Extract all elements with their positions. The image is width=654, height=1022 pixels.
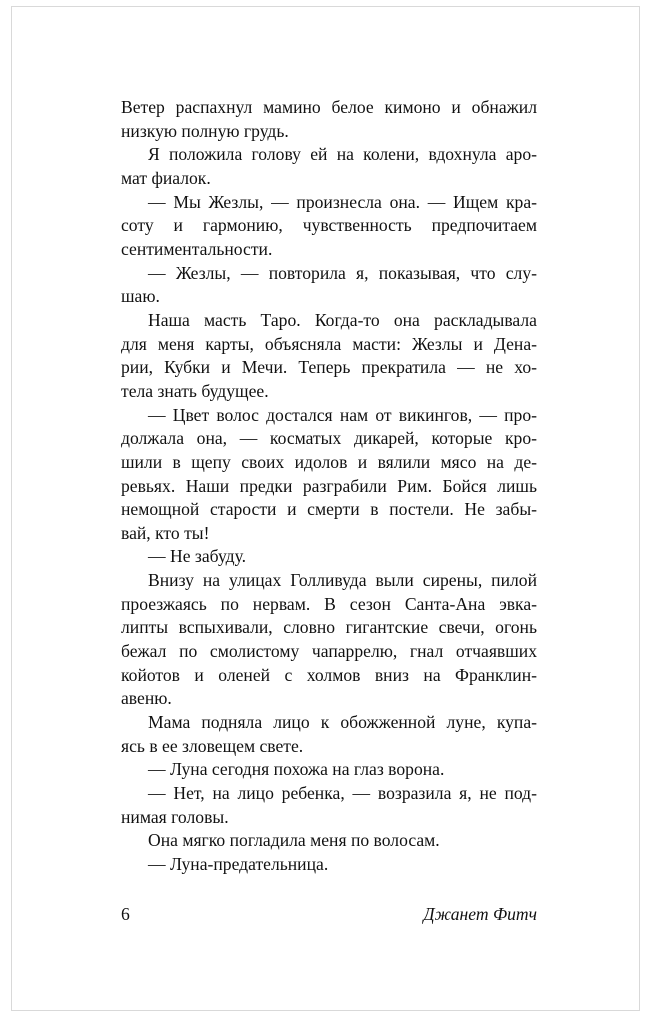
- text-line: сентиментальности.: [121, 238, 273, 259]
- text-line: — Нет, на лицо ребенка, — возразила я, не под-: [148, 783, 537, 804]
- text-line: для меня карты, объясняла масти: Жезлы и Дена-: [121, 333, 537, 354]
- text-line: — Цвет волос достался нам от викингов, — про-: [148, 404, 537, 425]
- text-line: липты вспыхивали, словно гигантские свечи, огонь: [121, 617, 537, 638]
- text-line: мат фиалок.: [121, 167, 211, 188]
- text-line: Наша масть Таро. Когда-то она раскладывала: [148, 309, 537, 330]
- text-line: должала она, — косматых дикарей, которые кро-: [121, 428, 537, 449]
- text-line: тела знать будущее.: [121, 380, 269, 401]
- text-line: Внизу на улицах Голливуда выли сирены, пилой: [148, 570, 537, 591]
- text-line: проезжаясь по нервам. В сезон Санта-Ана эвка-: [121, 593, 537, 614]
- running-footer-author: Джанет Фитч: [423, 904, 537, 924]
- text-line: шаю.: [121, 286, 160, 307]
- text-line: койотов и оленей с холмов вниз на Франклин-: [121, 664, 537, 685]
- text-line: Мама подняла лицо к обожженной луне, купа-: [148, 712, 537, 733]
- text-line: низкую полную грудь.: [121, 120, 289, 141]
- text-line: бежал по смолистому чапаррелю, гнал отчаявших: [121, 641, 537, 662]
- text-line: Я положила голову ей на колени, вдохнула аро-: [148, 144, 537, 165]
- text-line: нимая головы.: [121, 806, 229, 827]
- text-line: немощной старости и смерти в постели. Не забы-: [121, 499, 537, 520]
- text-line: рии, Кубки и Мечи. Теперь прекратила — не хо-: [121, 357, 537, 378]
- text-line: Она мягко погладила меня по волосам.: [148, 830, 440, 851]
- text-line: — Луна сегодня похожа на глаз ворона.: [148, 759, 445, 780]
- page-number: 6: [121, 904, 130, 924]
- text-line: — Луна-предательница.: [148, 854, 329, 874]
- text-line: — Мы Жезлы, — произнесла она. — Ищем кра-: [148, 191, 537, 212]
- text-line: шили в щепу своих идолов и вялили мясо на де-: [121, 451, 537, 472]
- text-line: — Жезлы, — повторила я, показывая, что слу-: [148, 262, 537, 283]
- text-line: — Не забуду.: [148, 546, 247, 567]
- text-line: ревьях. Наши предки разграбили Рим. Бойся лишь: [121, 475, 537, 496]
- text-block: [121, 96, 537, 877]
- text-line: соту и гармонию, чувственность предпочитаем: [121, 215, 537, 236]
- text-line: ясь в ее зловещем свете.: [121, 735, 304, 756]
- text-line: вай, кто ты!: [121, 522, 210, 543]
- text-line: Ветер распахнул мамино белое кимоно и обнажил: [121, 97, 537, 117]
- text-line: авеню.: [121, 688, 172, 709]
